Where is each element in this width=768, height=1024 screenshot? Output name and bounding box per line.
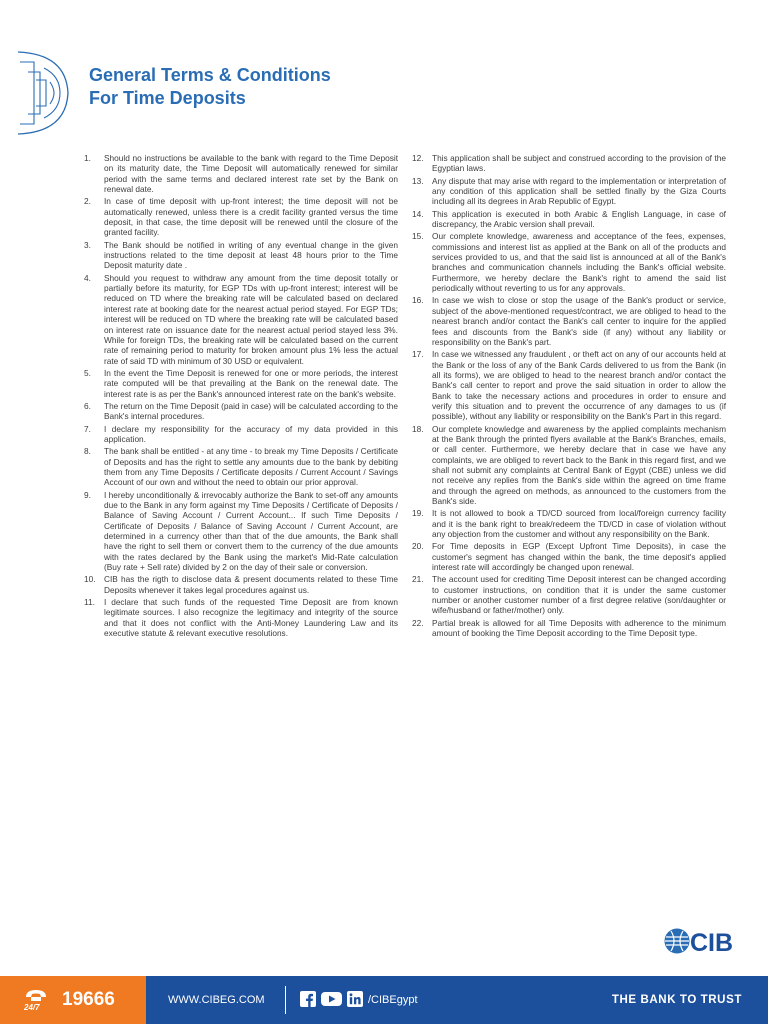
term-number: 4. [84,272,91,283]
title-line-1: General Terms & Conditions [89,65,331,85]
term-number: 11. [84,597,95,608]
term-number: 1. [84,153,91,163]
term-number: 8. [84,446,91,457]
term-item [412,153,726,174]
linkedin-icon[interactable] [347,991,363,1007]
cib-wordmark: CIB [690,929,734,956]
term-item [412,231,726,293]
term-text: I declare that such funds of the requested Time Deposit are from known legitimate sources. I also recognize the legitimacy and integrity of the source and that it does not conflict with the Anti-Money Laundering Law and its executive statute & relevant executive resolutions. [104,597,398,639]
term-text: Our complete knowledge, awareness and acceptance of the fees, expenses, commissions and interest list as applied at the Bank on all of the products and services provided to us, and that the said list is announced at all of the Bank's branches and communication channels including the Bank's official website. Furthermore, we hereby declare the Bank's right to amend the said list periodically without reverting to us for any approvals. [432,231,726,294]
term-number: 19. [412,508,424,519]
terms-column-left [84,153,398,640]
term-item [84,196,398,237]
term-number: 9. [84,489,91,500]
page-title [89,64,331,110]
terms-column-right [412,153,726,640]
term-item [412,349,726,421]
term-number: 17. [412,349,424,360]
term-text: This application is executed in both Arabic & English Language, in case of discrepancy, the Arabic version shall prevail. [432,208,726,230]
term-number: 14. [412,208,424,219]
term-number: 13. [412,175,424,186]
term-item [412,209,726,230]
term-item [84,401,398,422]
term-text: In the event the Time Deposit is renewed for one or more periods, the interest rate computed will be that prevailing at the Bank on the renewal date. The interest rate is as per the Bank's announced interest rate on the bank's website. [104,367,398,399]
footer-divider [285,986,286,1014]
footer-tagline: THE BANK TO TRUST [611,994,742,1006]
term-number: 18. [412,423,424,434]
term-number: 10. [84,574,96,585]
term-item [84,273,398,366]
term-item [84,574,398,595]
term-item [84,240,398,271]
term-number: 20. [412,541,424,552]
term-item [412,618,726,639]
cib-logo [662,926,744,956]
term-item [412,295,726,347]
term-text: Our complete knowledge and awareness by the applied complaints mechanism at the Bank through the printed flyers available at the Bank's Branches, emails, or call center. Furthermore, we hereby declare that in case we have any complaints, we are obliged to revert back to the Bank in this regard first, and we shall not submit any complaints at Central Bank of Egypt (CBE) unless we did not receive any replies from the Bank's side within the agreed on time frame and through the agreed on methods, as announced to the customers from the Bank's side. [432,423,726,506]
term-number: 22. [412,617,424,628]
term-number: 2. [84,196,91,207]
phone-icon [24,988,48,1002]
term-text: Should no instructions be available to the bank with regard to the Time Deposit on its maturity date, the Time Deposit will automatically renewed for similar period with the same terms and declared interest rate set by the Bank on renewal date. [104,153,398,195]
hotline-number[interactable]: 19666 [62,989,115,1010]
facebook-icon[interactable] [300,991,316,1007]
term-item [412,574,726,615]
website-link[interactable]: WWW.CIBEG.COM [168,994,265,1006]
term-item [84,153,398,194]
title-line-2: For Time Deposits [89,88,246,108]
term-text: In case of time deposit with up-front interest; the time deposit will not be automatically renewed, unless there is a credit facility granted versus the time deposit, in that case, the time deposit will be renewed until the closure of the granted facility. [104,196,398,238]
term-text: It is not allowed to book a TD/CD sourced from local/foreign currency facility and it is the bank right to break/redeem the TD/CD in case of violation without any objection from the customer and without any responsibility on the Bank. [432,508,726,540]
term-text: The return on the Time Deposit (paid in case) will be calculated according to the Bank's internal procedures. [104,400,398,422]
term-text: Should you request to withdraw any amount from the time deposit totally or partially before its maturity, for EGP TDs with up-front interest; interest will be reduced on TD where the breaking rate will be calculated based on declared interest rate at booking date for the nearest actual period stayed. For EGP TDs; interest will be reduced on TD where the breaking rate will be calculated based on interest rate on issuance date for the nearest actual period stayed less 3%. While for foreign TDs, the breaking rate will be calculated based on the current rate of remaining period to maturity for broken amount plus 1% less the actual rate of said TD with minimum of 30 USD or equivalent. [104,272,398,366]
term-text: The bank shall be entitled - at any time - to break my Time Deposits / Certificate of Deposits and has the right to settle any amounts due to the bank by debiting them from any Time Deposits / Certificate deposits / Current Account / Savings Account of our own and without the need to obtain our prior approval. [104,446,398,488]
term-text: I hereby unconditionally & irrevocably authorize the Bank to set-off any amounts due to the Bank in any form against my Time Deposits / Certificate of Deposits / Balance of Saving Account / Current Account... If such Time Deposits / Certificate of Deposits / Balance of Saving Account / Current Account, are determined in a currency other than that of the due amounts, the Bank shall have the right to sell them or convert them to the currency of the due amounts with the rates declared by the Bank using the market's Mid-Rate calculation (Buy rate + Sell rate) divided by 2 on the day of their sale or conversion. [104,489,398,573]
term-text: CIB has the rigth to disclose data & present documents related to these Time Deposits whenever it takes legal procedures against us. [104,574,398,595]
term-item [84,490,398,573]
footer-bar [0,976,768,1024]
term-item [412,541,726,572]
term-number: 21. [412,574,424,585]
term-text: For Time deposits in EGP (Except Upfront Time Deposits), in case the customer's segment has changed within the bank, the time deposit's applied interest rate will accordingly be changed upon renewal. [432,541,726,573]
social-handle[interactable]: /CIBEgypt [368,994,418,1006]
term-number: 3. [84,239,91,250]
term-item [412,508,726,539]
term-number: 5. [84,367,91,378]
term-text: In case we wish to close or stop the usage of the Bank's product or service, subject of the above-mentioned request/contract, we are obliged to head to the nearest branch and/or contact the Bank's call center to inquire for the applied fees and discounts from the Bank's side (if any) without any liability or responsibility on the Bank's part. [432,295,726,347]
term-text: Partial break is allowed for all Time Deposits with adherence to the minimum amount of booking the Time Deposit according to the Time Deposit type. [432,617,726,639]
term-item [84,597,398,638]
term-item [84,368,398,399]
term-text: This application shall be subject and construed according to the provision of the Egyptian laws. [432,153,726,174]
term-text: The Bank should be notified in writing of any eventual change in the given instructions related to the time deposit at least 48 hours prior to the Time Deposit maturity date . [104,239,398,271]
term-number: 16. [412,295,424,306]
term-number: 15. [412,231,424,242]
term-number: 6. [84,400,91,411]
term-item [84,424,398,445]
term-text: I declare my responsibility for the accuracy of my data provided in this application. [104,423,398,444]
term-text: Any dispute that may arise with regard to the implementation or interpretation of any condition of this application shall be settled finally by the Giza Courts including all its degrees in Arab Republic of Egypt. [432,175,726,207]
term-number: 12. [412,153,424,163]
bank-logo-mark-icon [14,48,72,138]
term-item [412,424,726,507]
hotline-box [0,976,146,1024]
term-text: The account used for crediting Time Deposit interest can be changed according to customer instructions, on condition that it is under the same customer number or another customer number of a first degree relative (son/daughter or wife/husband or father/mother) only. [432,574,726,616]
youtube-icon[interactable] [321,991,342,1007]
term-item [412,176,726,207]
term-number: 7. [84,423,91,434]
term-text: In case we witnessed any fraudulent , or theft act on any of our accounts held at the Bank or the loss of any of the Bank Cards delivered to us from the Bank (in all its forms), we are obliged to head to the nearest branch and/or contact the Bank's call center to report and prove the said situation in order to allow the Bank to take the necessary actions and procedures in order to ensure and verify this situation and to prevent the occurrence of any damages to us (if possible), without any liability or responsibility on the Bank's Part in this regard. [432,349,726,422]
term-item [84,446,398,487]
hotline-hours: 24/7 [24,1003,40,1012]
